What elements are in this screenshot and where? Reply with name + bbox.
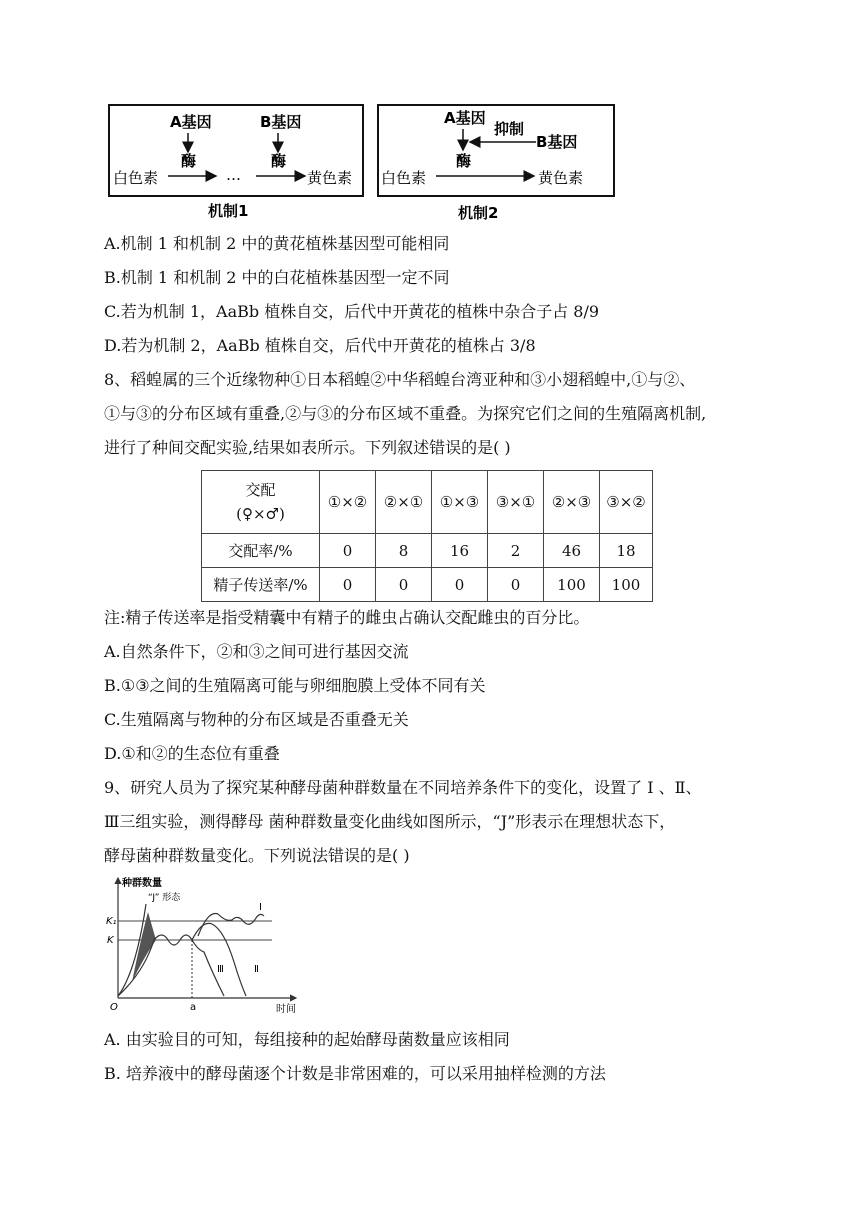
mech1-enzyme-1: 酶 [181,152,197,170]
q9-stem-line-1: 9、研究人员为了探究某种酵母菌种群数量在不同培养条件下的变化，设置了 I 、Ⅱ、 [104,778,702,797]
q8-stem-line-3: 进行了种间交配实验,结果如表所示。下列叙述错误的是( ) [104,438,511,457]
mech1-gene-a: A基因 [170,113,212,131]
q8-option-b: B.①③之间的生殖隔离可能与卵细胞膜上受体不同有关 [104,676,486,695]
table-header-cell: ③×② [600,471,653,534]
q8-stem-line-1: 8、稻蝗属的三个近缘物种①日本稻蝗②中华稻蝗台湾亚种和③小翅稻蝗中,①与②、 [104,370,696,389]
mech1-caption: 机制1 [208,202,249,220]
header-line-1: 交配 [245,481,276,499]
a-label: a [190,1002,197,1013]
mechanism-diagrams [108,104,618,224]
table-row [202,534,653,568]
table-cell: 16 [432,534,488,568]
table-row [202,568,653,602]
table-cell: 8 [376,534,432,568]
q7-option-c: C.若为机制 1，AaBb 植株自交，后代中开黄花的植株中杂合子占 8/9 [104,302,600,321]
mech2-enzyme: 酶 [456,152,472,170]
mech2-caption: 机制2 [458,204,499,222]
curve-2-label: Ⅱ [254,964,259,975]
table-header-cell: ①×③ [432,471,488,534]
mech2-gene-b: B基因 [536,133,578,151]
q8-stem-line-2: ①与③的分布区域有重叠,②与③的分布区域不重叠。为探究它们之间的生殖隔离机制, [104,404,707,423]
header-line-2: (♀×♂) [236,505,285,523]
table-cell: 18 [600,534,653,568]
k1-label: K₁ [106,916,117,927]
mech2-gene-a: A基因 [444,109,486,127]
q9-option-a: A. 由实验目的可知，每组接种的起始酵母菌数量应该相同 [104,1030,510,1049]
table-header-cell: ②×① [376,471,432,534]
table-cell: 0 [432,568,488,602]
population-graph [104,872,304,1017]
q9-option-b: B. 培养液中的酵母菌逐个计数是非常困难的，可以采用抽样检测的方法 [104,1064,606,1083]
mech1-enzyme-2: 酶 [271,152,287,170]
curve-3-label: Ⅲ [217,964,224,975]
table-cell: 2 [488,534,544,568]
table-header-row [202,471,653,534]
j-curve-label: “J” 形态 [148,893,181,903]
table-cell: 0 [488,568,544,602]
q9-stem-line-3: 酵母菌种群数量变化。下列说法错误的是( ) [104,846,410,865]
table-cell: 0 [320,534,376,568]
table-cell: 46 [544,534,600,568]
table-header-cell: ②×③ [544,471,600,534]
table-cell: 100 [600,568,653,602]
mech1-gene-b: B基因 [260,113,302,131]
mech1-white-pigment: 白色素 [113,169,159,187]
table-cell: 0 [320,568,376,602]
q8-option-a: A.自然条件下，②和③之间可进行基因交流 [104,642,409,661]
table-cell: 100 [544,568,600,602]
q8-note: 注:精子传送率是指受精囊中有精子的雌虫占确认交配雌虫的百分比。 [104,608,590,627]
shaded-area [132,912,156,982]
table-cell: 0 [376,568,432,602]
mating-table [201,470,653,602]
row-label: 精子传送率/% [202,568,320,602]
y-axis-label: 种群数量 [122,878,162,889]
mech2-yellow-pigment: 黄色素 [538,169,584,187]
mech1-yellow-pigment: 黄色素 [307,169,353,187]
mech2-white-pigment: 白色素 [381,169,427,187]
q7-option-b: B.机制 1 和机制 2 中的白花植株基因型一定不同 [104,268,450,287]
q8-option-d: D.①和②的生态位有重叠 [104,744,280,763]
q7-option-a: A.机制 1 和机制 2 中的黄花植株基因型可能相同 [104,234,450,253]
q9-stem-line-2: Ⅲ三组实验，测得酵母 菌种群数量变化曲线如图所示，“J”形表示在理想状态下， [104,812,676,831]
row-label: 交配率/% [202,534,320,568]
mech1-ellipsis: … [226,166,241,184]
table-header-cell: ①×② [320,471,376,534]
curve-1-label: Ⅰ [259,902,262,913]
q7-option-d: D.若为机制 2，AaBb 植株自交，后代中开黄花的植株占 3/8 [104,336,536,355]
table-header-cross [202,471,320,534]
origin-label: O [110,1002,118,1013]
curve-3 [118,935,224,996]
x-axis-label: 时间 [276,1004,296,1015]
k-label: K [107,935,114,946]
q8-option-c: C.生殖隔离与物种的分布区域是否重叠无关 [104,710,409,729]
table-header-cell: ③×① [488,471,544,534]
mech2-inhibit: 抑制 [494,120,525,138]
curve-1 [198,913,264,936]
